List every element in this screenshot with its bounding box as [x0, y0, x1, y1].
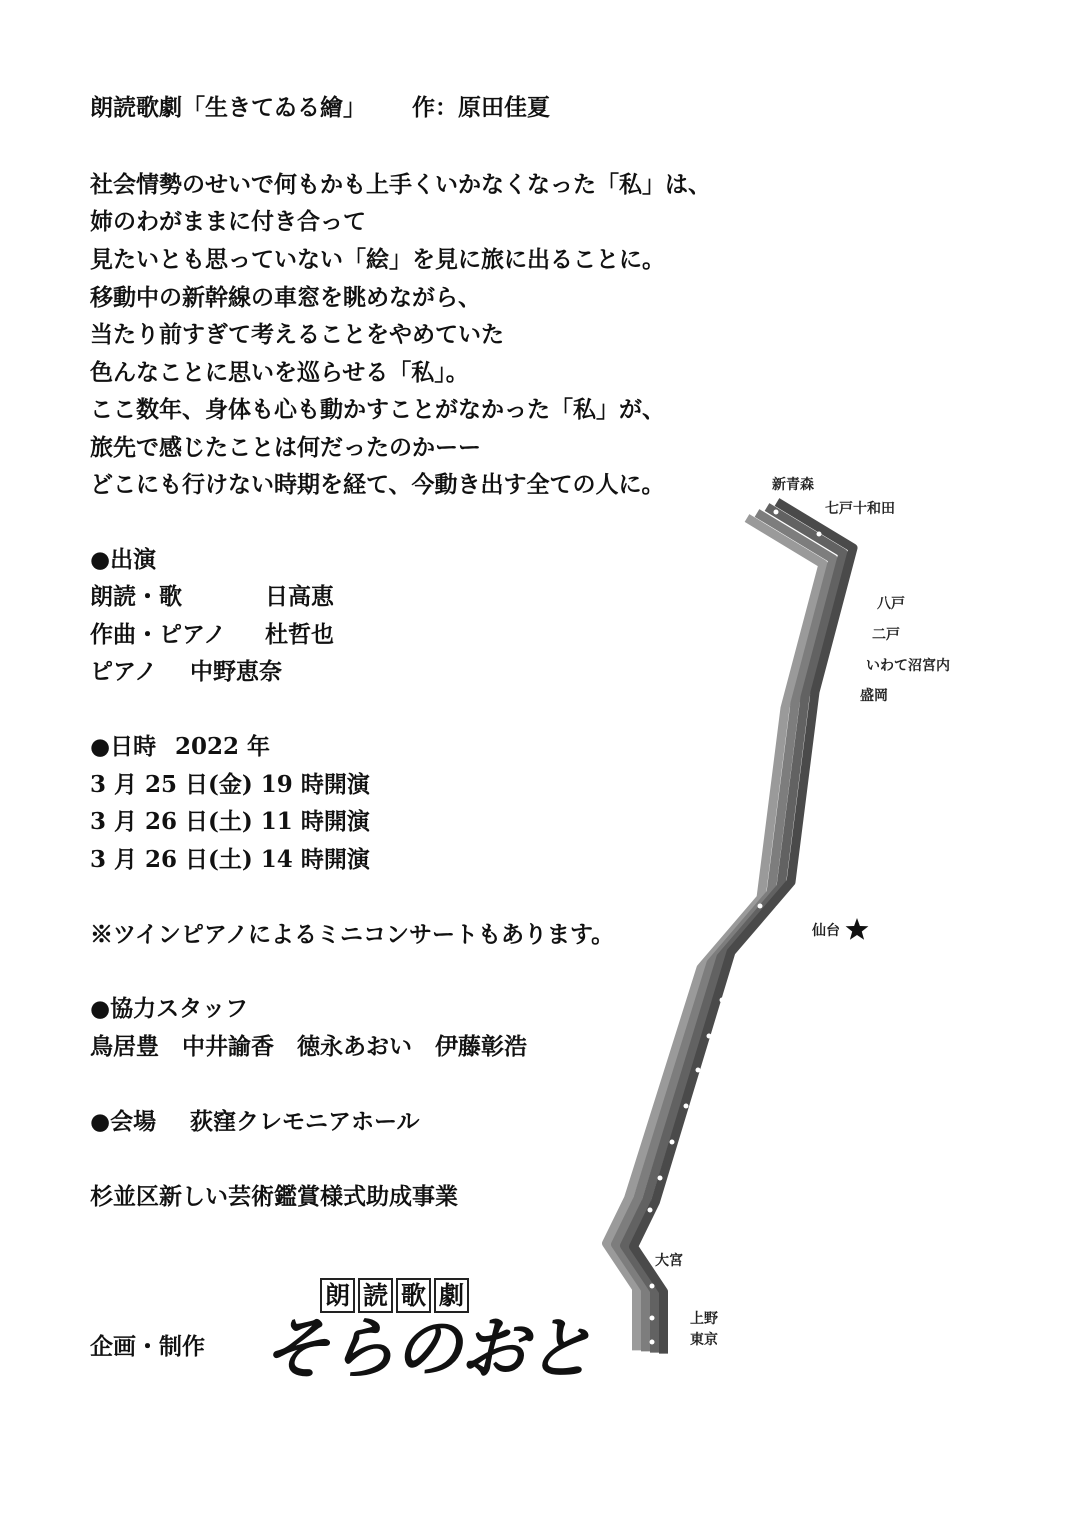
station-label-shin-aomori: 新青森: [772, 477, 814, 493]
station-dot: [684, 1104, 689, 1109]
station-dot: [758, 904, 763, 909]
synopsis-line: ここ数年、身体も心も動かすことがなかった「私」が、: [90, 396, 665, 423]
synopsis-line: 移動中の新幹線の車窓を眺めながら、: [90, 284, 481, 311]
logo-kanji-char: 歌: [396, 1278, 431, 1313]
venue-heading: ●会場: [90, 1108, 157, 1135]
synopsis-line: 色んなことに思いを巡らせる「私」。: [90, 359, 469, 386]
station-label-iwate-numakunai: いわて沼宮内: [866, 658, 950, 674]
cast-role: ピアノ: [90, 658, 158, 685]
station-label-ueno: 上野: [690, 1311, 718, 1327]
synopsis-line: 旅先で感じたことは何だったのかーー: [90, 434, 481, 461]
station-label-ninohe: 二戸: [872, 627, 900, 643]
staff-heading: ●協力スタッフ: [90, 995, 249, 1022]
station-dot: [795, 916, 800, 921]
station-label-tokyo: 東京: [690, 1332, 718, 1348]
station-label-omiya: 大宮: [655, 1253, 683, 1269]
station-dot: [776, 906, 781, 911]
synopsis-line: 当たり前すぎて考えることをやめていた: [90, 321, 504, 348]
work-title: 朗読歌劇「生きてゐる繪」: [90, 94, 366, 121]
station-dot: [650, 1340, 655, 1345]
station-dot: [774, 510, 779, 515]
station-dot: [856, 628, 861, 633]
schedule-heading: ●日時: [90, 733, 157, 760]
logo-kana: そらのおと: [262, 1309, 593, 1389]
station-dot: [816, 841, 821, 846]
station-dot: [850, 654, 855, 659]
author-credit: 作：原田佳夏: [412, 94, 550, 121]
synopsis-line: 見たいとも思っていない「絵」を見に旅に出ることに。: [90, 246, 665, 273]
logo-kanji-char: 朗: [320, 1278, 355, 1313]
synopsis-line: どこにも行けない時期を経て、今動き出す全ての人に。: [90, 471, 665, 498]
performance-time: 3 月 26 日(土) 14 時開演: [90, 846, 370, 873]
station-dot: [840, 712, 845, 717]
station-dot: [720, 998, 725, 1003]
cast-name: 中野恵奈: [190, 658, 282, 685]
cast-role: 朗読・歌: [90, 583, 182, 610]
station-dot: [670, 1140, 675, 1145]
synopsis-line: 姉のわがままに付き合って: [90, 208, 366, 235]
production-label: 企画・制作: [90, 1333, 205, 1360]
synopsis-line: 社会情勢のせいで何もかも上手くいかなくなった「私」は、: [90, 171, 711, 198]
station-dot: [817, 532, 822, 537]
station-dot: [707, 1034, 712, 1039]
cast-name: 日高恵: [265, 583, 334, 610]
venue-name: 荻窪クレモニアホール: [190, 1108, 420, 1135]
grant-program: 杉並区新しい芸術鑑賞様式助成事業: [90, 1183, 458, 1210]
performance-time: 3 月 25 日(金) 19 時開演: [90, 771, 370, 798]
station-label-shichinohe-towada: 七戸十和田: [825, 501, 895, 517]
staff-names: 鳥居豊 中井諭香 徳永あおい 伊藤彰浩: [90, 1033, 527, 1060]
schedule-year: 2022 年: [175, 733, 271, 760]
station-dot: [846, 682, 851, 687]
station-label-hachinohe: 八戸: [877, 596, 905, 612]
station-dot: [822, 808, 827, 813]
station-dot: [648, 1208, 653, 1213]
logo-kanji-char: 劇: [434, 1278, 469, 1313]
mini-concert-note: ※ツインピアノによるミニコンサートもあります。: [90, 921, 615, 948]
station-dot: [658, 1176, 663, 1181]
station-label-sendai: 仙台: [812, 923, 840, 939]
star-icon: [846, 918, 869, 940]
station-dot: [640, 1244, 645, 1249]
station-dot: [860, 604, 865, 609]
performance-time: 3 月 26 日(土) 11 時開演: [90, 808, 370, 835]
station-dot: [834, 743, 839, 748]
cast-name: 杜哲也: [265, 621, 334, 648]
cast-heading: ●出演: [90, 546, 157, 573]
station-dot: [696, 1068, 701, 1073]
station-dot: [650, 1316, 655, 1321]
station-dot: [650, 1284, 655, 1289]
station-dot: [809, 874, 814, 879]
station-dot: [828, 775, 833, 780]
station-label-morioka: 盛岡: [860, 688, 888, 704]
logo-kanji-char: 読: [358, 1278, 393, 1313]
cast-role: 作曲・ピアノ: [90, 621, 227, 648]
